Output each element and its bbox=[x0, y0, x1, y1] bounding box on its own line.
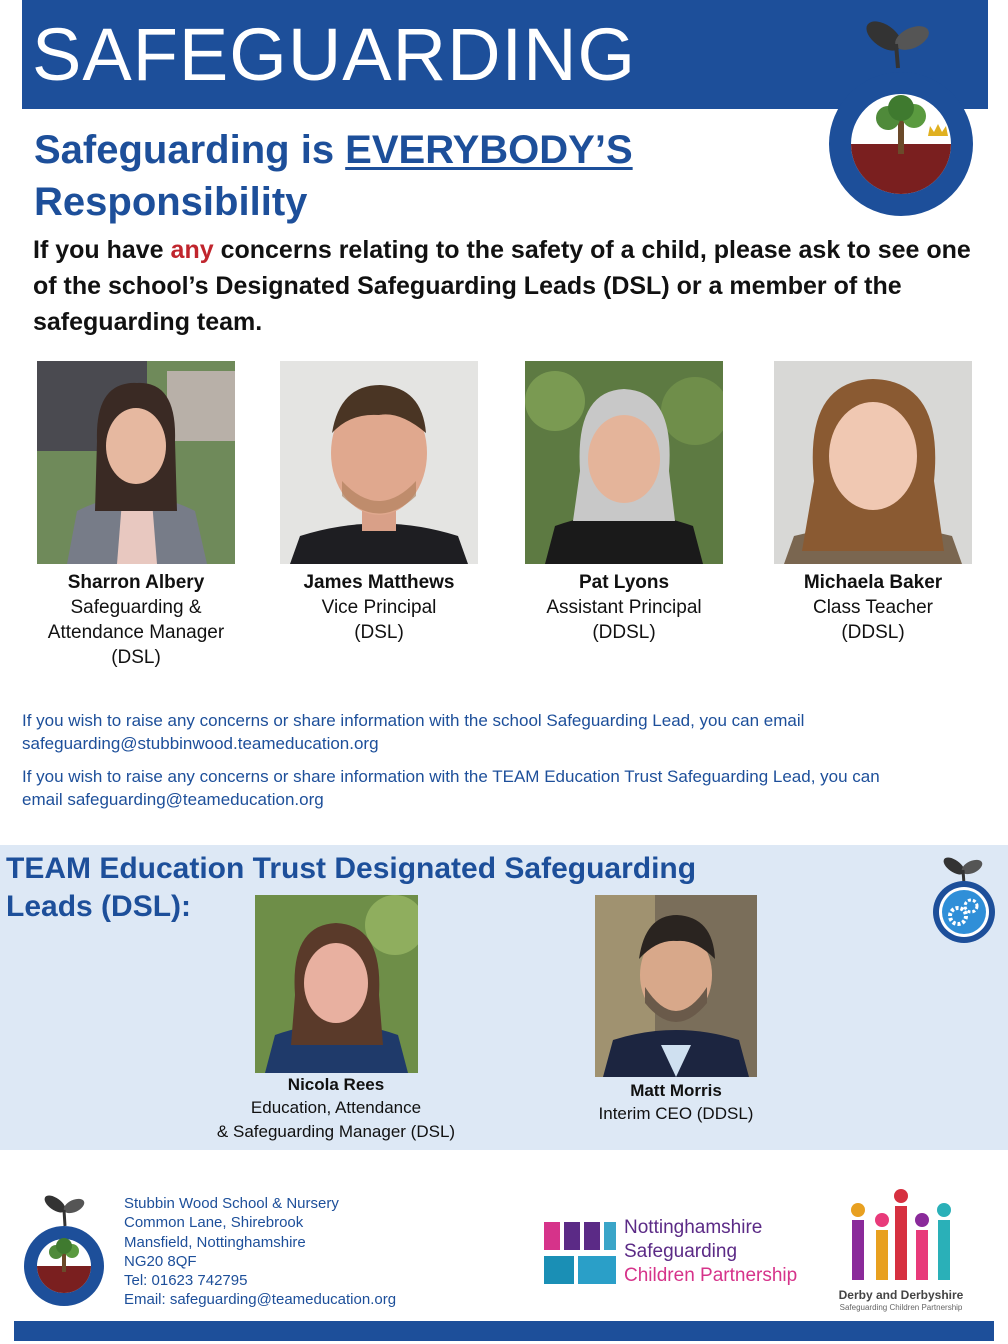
derby-partnership-logo bbox=[826, 1188, 976, 1318]
staff-role-line: Safeguarding & bbox=[70, 597, 202, 618]
headline-emphasis: EVERYBODY’S bbox=[345, 128, 633, 172]
staff-name: Michaela Baker bbox=[803, 572, 943, 593]
footer-bar bbox=[14, 1321, 994, 1341]
staff-name: Pat Lyons bbox=[578, 572, 670, 593]
staff-role-line: Vice Principal bbox=[321, 597, 437, 618]
address-line: Mansfield, Nottinghamshire bbox=[124, 1233, 306, 1251]
trust-contact-info bbox=[22, 765, 982, 811]
trust-lead-name: Nicola Rees bbox=[287, 1075, 385, 1094]
staff-photo bbox=[280, 361, 478, 564]
trust-title-line: TEAM Education Trust Designated Safeguarding bbox=[6, 852, 697, 885]
trust-lead-role-line: Interim CEO (DDSL) bbox=[598, 1104, 754, 1123]
intro-part2: concerns relating to the safety of a child, please ask to see one of the school’s Designated Safeguarding Leads (DSL) or a member of the safeguarding team. bbox=[33, 236, 971, 336]
notts-text bbox=[624, 1216, 797, 1288]
trust-lead-name: Matt Morris bbox=[630, 1081, 722, 1100]
address-line: NG20 8QF bbox=[124, 1252, 197, 1270]
staff-name: James Matthews bbox=[303, 572, 455, 593]
staff-role-line: (DSL) bbox=[354, 622, 404, 643]
notts-line: Nottinghamshire bbox=[624, 1217, 763, 1238]
notts-line: Safeguarding bbox=[624, 1241, 738, 1262]
staff-card bbox=[259, 361, 499, 645]
trust-title-line: Leads (DSL): bbox=[6, 890, 192, 923]
staff-role-line: Class Teacher bbox=[812, 597, 934, 618]
headline bbox=[34, 124, 814, 228]
intro-text bbox=[33, 232, 973, 340]
intro-part1: If you have bbox=[33, 236, 171, 264]
trust-contact-line: If you wish to raise any concerns or share information with the TEAM Education Trust Safeguarding Lead, you can bbox=[22, 767, 880, 786]
staff-role-line: (DDSL) bbox=[841, 622, 905, 643]
staff-card bbox=[16, 361, 256, 670]
staff-photo bbox=[525, 361, 723, 564]
notts-line: Children Partnership bbox=[624, 1265, 798, 1286]
trust-email[interactable]: email safeguarding@teameducation.org bbox=[22, 790, 324, 809]
address-line: Tel: 01623 742795 bbox=[124, 1272, 248, 1290]
address-line: Common Lane, Shirebrook bbox=[124, 1214, 304, 1232]
staff-photo bbox=[774, 361, 972, 564]
headline-prefix: Safeguarding is bbox=[34, 128, 346, 172]
staff-role-line: (DDSL) bbox=[592, 622, 656, 643]
trust-lead-photo bbox=[595, 895, 757, 1077]
staff-photo bbox=[37, 361, 235, 564]
derby-name: Derby and Derbyshire bbox=[838, 1288, 964, 1302]
school-address bbox=[124, 1194, 396, 1310]
trust-lead-card bbox=[556, 895, 796, 1126]
intro-highlight: any bbox=[170, 236, 214, 264]
trust-lead-role-line: & Safeguarding Manager (DSL) bbox=[216, 1122, 456, 1141]
staff-name: Sharron Albery bbox=[67, 572, 205, 593]
staff-role-line: Assistant Principal bbox=[546, 597, 702, 618]
derby-subtitle: Safeguarding Children Partnership bbox=[839, 1303, 963, 1312]
staff-role-line: (DSL) bbox=[111, 647, 161, 668]
page-title: SAFEGUARDING bbox=[32, 13, 637, 96]
trust-gear-logo bbox=[928, 852, 998, 944]
trust-lead-photo bbox=[255, 895, 418, 1073]
address-line[interactable]: Email: safeguarding@teameducation.org bbox=[124, 1291, 397, 1309]
nottinghamshire-partnership-logo bbox=[542, 1214, 817, 1286]
school-email[interactable]: safeguarding@stubbinwood.teameducation.org bbox=[22, 734, 379, 753]
school-logo-small bbox=[22, 1190, 106, 1308]
staff-card bbox=[753, 361, 993, 645]
trust-lead-role-line: Education, Attendance bbox=[250, 1098, 422, 1117]
headline-suffix: Responsibility bbox=[34, 180, 308, 224]
school-contact-info bbox=[22, 709, 982, 755]
school-contact-line: If you wish to raise any concerns or share information with the school Safeguarding Lead, you can email bbox=[22, 711, 805, 730]
trust-lead-card bbox=[206, 895, 466, 1144]
staff-role-line: Attendance Manager bbox=[47, 622, 225, 643]
school-logo bbox=[826, 8, 976, 218]
staff-card bbox=[504, 361, 744, 645]
address-line: Stubbin Wood School & Nursery bbox=[124, 1195, 339, 1212]
